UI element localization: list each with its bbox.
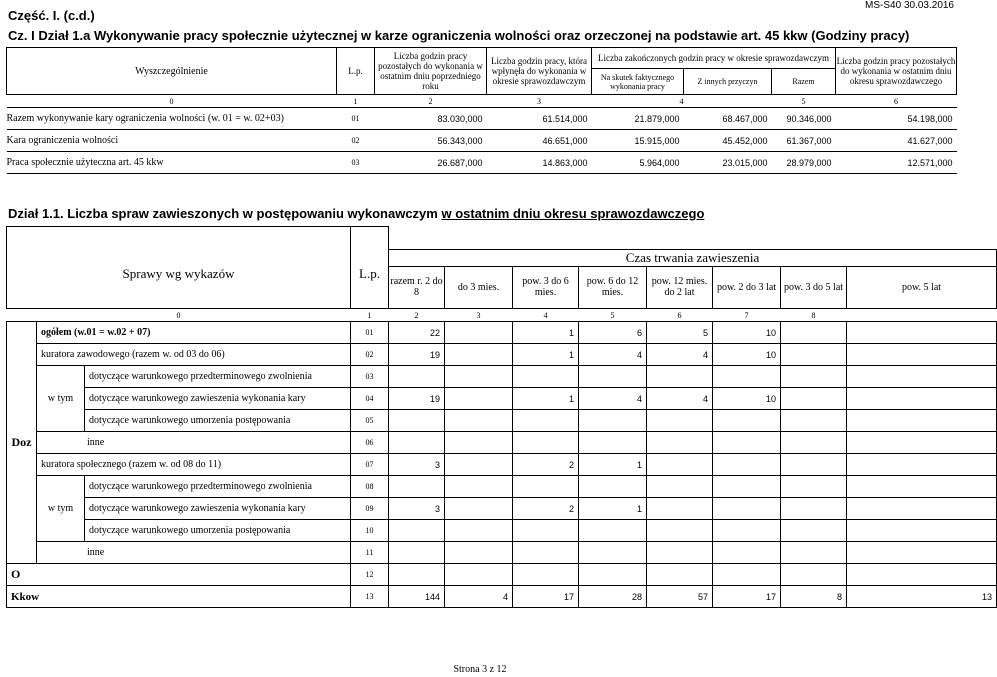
cell — [847, 322, 997, 344]
index-cell: 8 — [781, 309, 847, 322]
header-group: Liczba zakończonych godzin pracy w okresie sprawozdawczym — [592, 48, 836, 69]
cell — [781, 410, 847, 432]
index-cell: 1 — [351, 309, 389, 322]
cell — [445, 454, 513, 476]
cell — [713, 564, 781, 586]
table-row — [7, 498, 997, 520]
cell — [847, 454, 997, 476]
row-label: dotyczące warunkowego umorzenia postępowania — [85, 520, 351, 542]
row-lp: 11 — [351, 542, 389, 564]
cell — [781, 432, 847, 454]
cell: 61.514,000 — [487, 108, 592, 130]
cell — [713, 366, 781, 388]
row-label: kuratora społecznego (razem w. od 08 do 11) — [37, 454, 351, 476]
index-cell: 5 — [772, 95, 836, 108]
cell — [513, 410, 579, 432]
cell: 1 — [513, 322, 579, 344]
cell — [389, 564, 445, 586]
index-cell: 3 — [487, 95, 592, 108]
cell: 56.343,000 — [375, 130, 487, 152]
cell — [847, 564, 997, 586]
cell — [847, 366, 997, 388]
table-row — [7, 520, 997, 542]
cell: 6 — [579, 322, 647, 344]
cell — [513, 542, 579, 564]
cell — [513, 366, 579, 388]
cell: 23.015,000 — [684, 152, 772, 174]
cell: 41.627,000 — [836, 130, 957, 152]
cell — [445, 344, 513, 366]
header-spec-top — [7, 227, 351, 267]
header-c6: pow. 2 do 3 lat — [713, 266, 781, 309]
header-c8: pow. 5 lat — [847, 266, 997, 309]
row-label: dotyczące warunkowego umorzenia postępowania — [85, 410, 351, 432]
cell: 5 — [647, 322, 713, 344]
cell — [847, 520, 997, 542]
cell: 1 — [579, 454, 647, 476]
header-group — [389, 227, 997, 250]
index-cell: 3 — [445, 309, 513, 322]
table-row — [7, 542, 997, 564]
cell — [513, 520, 579, 542]
cell: 46.651,000 — [487, 130, 592, 152]
table-row — [7, 586, 997, 608]
cell — [847, 542, 997, 564]
section-title: Cz. I Dział 1.a Wykonywanie pracy społecznie użytecznej w karze ograniczenia wolności oraz orzeczonej na podstawie art. 45 kkw (Godziny pracy) — [8, 28, 910, 43]
cell — [781, 388, 847, 410]
cell: 28.979,000 — [772, 152, 836, 174]
row-lp: 02 — [351, 344, 389, 366]
cell — [647, 410, 713, 432]
cell — [513, 476, 579, 498]
cell — [647, 542, 713, 564]
cell — [647, 476, 713, 498]
row-label: ogółem (w.01 = w.02 + 07) — [37, 322, 351, 344]
index-row — [7, 309, 997, 322]
header-lp-top — [351, 227, 389, 267]
cell: 4 — [647, 344, 713, 366]
cell — [713, 432, 781, 454]
cell — [513, 432, 579, 454]
cell — [647, 564, 713, 586]
row-lp: 02 — [337, 130, 375, 152]
cell — [847, 498, 997, 520]
row-label: Razem wykonywanie kary ograniczenia wolności (w. 01 = w. 02+03) — [7, 108, 337, 130]
cell — [445, 564, 513, 586]
cell: 10 — [713, 388, 781, 410]
cell — [389, 476, 445, 498]
cell — [781, 520, 847, 542]
header-c1: razem r. 2 do 8 — [389, 266, 445, 309]
cell — [781, 476, 847, 498]
cell: 2 — [513, 454, 579, 476]
cell: 8 — [781, 586, 847, 608]
cell — [847, 410, 997, 432]
header-col4: Z innych przyczyn — [684, 69, 772, 95]
header-duration: Czas trwania zawieszenia — [389, 249, 997, 266]
index-cell: 6 — [647, 309, 713, 322]
cell: 22 — [389, 322, 445, 344]
cell — [647, 520, 713, 542]
index-cell: 2 — [375, 95, 487, 108]
cell — [445, 366, 513, 388]
cell — [445, 388, 513, 410]
cell — [579, 542, 647, 564]
cell — [445, 476, 513, 498]
row-lp: 03 — [337, 152, 375, 174]
cell: 4 — [445, 586, 513, 608]
cell — [579, 432, 647, 454]
table-row — [7, 476, 997, 498]
cell: 144 — [389, 586, 445, 608]
cell — [713, 542, 781, 564]
row-lp: 09 — [351, 498, 389, 520]
cell — [647, 366, 713, 388]
cell: 21.879,000 — [592, 108, 684, 130]
cell — [445, 432, 513, 454]
header-col3: Na skutek faktycznego wykonania pracy — [592, 69, 684, 95]
header-c3: pow. 3 do 6 mies. — [513, 266, 579, 309]
row-lp: 13 — [351, 586, 389, 608]
header-c2: do 3 mies. — [445, 266, 513, 309]
cell: 4 — [579, 344, 647, 366]
cell — [647, 432, 713, 454]
header-spec: Sprawy wg wykazów — [7, 266, 351, 309]
cell — [445, 520, 513, 542]
row-lp: 06 — [351, 432, 389, 454]
row-label: Praca społecznie użyteczna art. 45 kkw — [7, 152, 337, 174]
section2-title-underlined: w ostatnim dniu okresu sprawozdawczego — [441, 206, 705, 221]
cell — [513, 564, 579, 586]
table-row — [7, 410, 997, 432]
hours-table — [6, 47, 957, 174]
header-col1: Liczba godzin pracy pozostałych do wykonania w ostatnim dniu poprzedniego roku — [375, 48, 487, 95]
row-label: Kara ograniczenia wolności — [7, 130, 337, 152]
row-lp: 01 — [351, 322, 389, 344]
header-col6: Liczba godzin pracy pozostałych do wykonania w ostatnim dniu okresu sprawozdawczego — [836, 48, 957, 95]
table-row — [7, 432, 997, 454]
part-title: Część. I. (c.d.) — [8, 8, 95, 23]
cell: 17 — [513, 586, 579, 608]
cell: 68.467,000 — [684, 108, 772, 130]
cell — [579, 366, 647, 388]
index-cell: 0 — [7, 95, 337, 108]
cell: 4 — [579, 388, 647, 410]
header-c4: pow. 6 do 12 mies. — [579, 266, 647, 309]
row-lp: 08 — [351, 476, 389, 498]
table-row — [7, 108, 957, 130]
index-cell: 4 — [592, 95, 772, 108]
cell — [713, 520, 781, 542]
table-row — [7, 322, 997, 344]
document-code: MS-S40 30.03.2016 — [865, 0, 954, 11]
index-cell: 6 — [836, 95, 957, 108]
cell — [713, 476, 781, 498]
suspended-cases-table — [6, 226, 997, 608]
cell — [389, 410, 445, 432]
cell: 19 — [389, 344, 445, 366]
cell: 1 — [513, 344, 579, 366]
cell: 12.571,000 — [836, 152, 957, 174]
cell: 2 — [513, 498, 579, 520]
cell — [579, 410, 647, 432]
cell — [781, 542, 847, 564]
row-lp: 12 — [351, 564, 389, 586]
table-row — [7, 130, 957, 152]
cell — [713, 498, 781, 520]
cell: 15.915,000 — [592, 130, 684, 152]
cell — [579, 520, 647, 542]
cell — [781, 344, 847, 366]
header-col2: Liczba godzin pracy, która wpłynęła do wykonania w okresie sprawozdawczym — [487, 48, 592, 95]
table-row — [7, 388, 997, 410]
cell — [389, 542, 445, 564]
row-label: dotyczące warunkowego przedterminowego zwolnienia — [85, 476, 351, 498]
header-c5: pow. 12 mies. do 2 lat — [647, 266, 713, 309]
row-label: inne — [37, 432, 351, 454]
cell — [781, 498, 847, 520]
cell — [713, 454, 781, 476]
index-cell: 5 — [579, 309, 647, 322]
cell — [389, 366, 445, 388]
cell: 10 — [713, 344, 781, 366]
row-lp: 05 — [351, 410, 389, 432]
cell: 5.964,000 — [592, 152, 684, 174]
row-label: inne — [37, 542, 351, 564]
cell: 4 — [647, 388, 713, 410]
table-row — [7, 366, 997, 388]
cell — [579, 476, 647, 498]
group-o: O — [7, 564, 351, 586]
cell: 13 — [847, 586, 997, 608]
w-tym-label: w tym — [37, 476, 85, 542]
index-cell: 7 — [713, 309, 781, 322]
table-row — [7, 564, 997, 586]
row-label: dotyczące warunkowego zawieszenia wykonania kary — [85, 498, 351, 520]
table-row — [7, 152, 957, 174]
row-lp: 03 — [351, 366, 389, 388]
cell: 61.367,000 — [772, 130, 836, 152]
cell: 26.687,000 — [375, 152, 487, 174]
row-label: kuratora zawodowego (razem w. od 03 do 06) — [37, 344, 351, 366]
index-cell: 4 — [513, 309, 579, 322]
index-row — [7, 95, 957, 108]
cell — [847, 476, 997, 498]
cell: 1 — [513, 388, 579, 410]
cell: 28 — [579, 586, 647, 608]
cell — [445, 542, 513, 564]
cell — [389, 432, 445, 454]
cell — [781, 322, 847, 344]
cell — [579, 564, 647, 586]
cell: 1 — [579, 498, 647, 520]
w-tym-label: w tym — [37, 366, 85, 432]
cell — [847, 432, 997, 454]
row-lp: 10 — [351, 520, 389, 542]
cell — [781, 366, 847, 388]
group-kkow: Kkow — [7, 586, 351, 608]
cell: 14.863,000 — [487, 152, 592, 174]
cell: 90.346,000 — [772, 108, 836, 130]
cell: 3 — [389, 454, 445, 476]
row-lp: 04 — [351, 388, 389, 410]
section2-title — [8, 206, 704, 221]
cell: 17 — [713, 586, 781, 608]
row-label: dotyczące warunkowego przedterminowego zwolnienia — [85, 366, 351, 388]
cell: 45.452,000 — [684, 130, 772, 152]
header-lp: L.p. — [337, 48, 375, 95]
row-lp: 01 — [337, 108, 375, 130]
row-lp: 07 — [351, 454, 389, 476]
header-col5: Razem — [772, 69, 836, 95]
header-lp: L.p. — [351, 266, 389, 309]
page-number: Strona 3 z 12 — [453, 664, 507, 675]
cell — [445, 322, 513, 344]
cell — [647, 454, 713, 476]
cell — [445, 498, 513, 520]
cell: 54.198,000 — [836, 108, 957, 130]
table-row — [7, 344, 997, 366]
cell — [445, 410, 513, 432]
cell — [847, 388, 997, 410]
cell — [713, 410, 781, 432]
cell — [781, 454, 847, 476]
cell: 10 — [713, 322, 781, 344]
row-label: dotyczące warunkowego zawieszenia wykonania kary — [85, 388, 351, 410]
header-c7: pow. 3 do 5 lat — [781, 266, 847, 309]
cell — [647, 498, 713, 520]
cell: 83.030,000 — [375, 108, 487, 130]
index-cell: 0 — [7, 309, 351, 322]
section2-title-text: Dział 1.1. Liczba spraw zawieszonych w postępowaniu wykonawczym — [8, 206, 442, 221]
group-doz: Doz — [7, 322, 37, 564]
index-cell — [847, 309, 997, 322]
cell — [847, 344, 997, 366]
cell — [781, 564, 847, 586]
cell — [389, 520, 445, 542]
cell: 3 — [389, 498, 445, 520]
header-spec: Wyszczególnienie — [7, 48, 337, 95]
index-cell: 2 — [389, 309, 445, 322]
cell: 19 — [389, 388, 445, 410]
cell: 57 — [647, 586, 713, 608]
index-cell: 1 — [337, 95, 375, 108]
table-row — [7, 454, 997, 476]
